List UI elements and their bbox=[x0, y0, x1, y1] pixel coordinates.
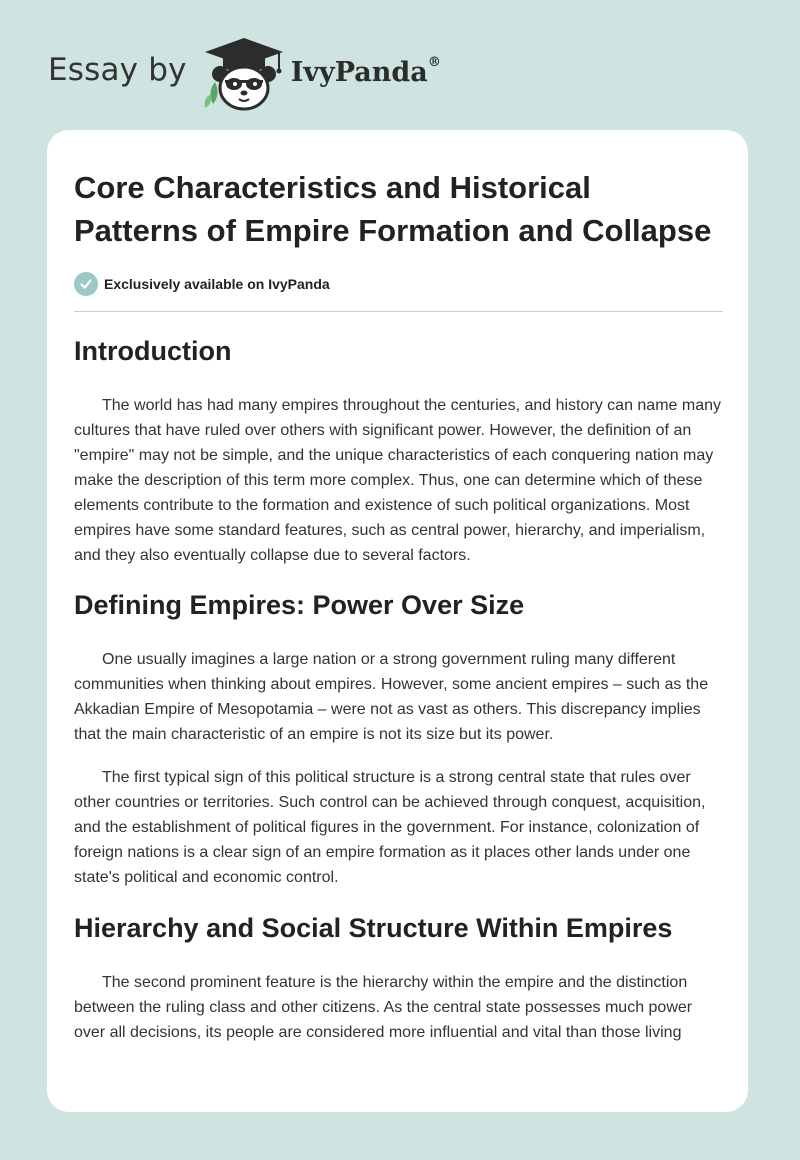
section-heading: Hierarchy and Social Structure Within Empires bbox=[74, 913, 673, 943]
section-heading: Defining Empires: Power Over Size bbox=[74, 590, 525, 620]
section-paragraph: One usually imagines a large nation or a strong government ruling many different communities when thinking about empires. However, some ancient empires – such as the Akkadian Empire of Mesopotamia – were not as vast as others. This discrepancy implies that the main characteristic of an empire is not its size but its power. bbox=[74, 651, 709, 743]
title-divider bbox=[74, 311, 723, 312]
exclusive-label: Exclusively available on IvyPanda bbox=[104, 276, 330, 292]
check-icon bbox=[74, 272, 98, 296]
essay-title: Core Characteristics and Historical Patterns of Empire Formation and Collapse bbox=[74, 170, 712, 248]
essay-by-label: Essay by bbox=[48, 52, 187, 88]
section-paragraph: The world has had many empires throughout the centuries, and history can name many cultures that have ruled over others with significant power. However, the definition of an "empire" may not be simple, and the unique characteristics of each conquering nation may make the description of this term more complex. Thus, one can determine which of these elements contribute to the formation and existence of such political organizations. Most empires have some standard features, such as central power, hierarchy, and imperialism, and they also eventually collapse due to several factors. bbox=[74, 397, 721, 564]
exclusive-badge bbox=[74, 271, 722, 297]
brand-name: IvyPanda® bbox=[290, 54, 441, 88]
registered-mark: ® bbox=[427, 54, 441, 70]
section-heading: Introduction bbox=[74, 336, 232, 366]
panda-logo-icon bbox=[199, 36, 289, 112]
essay-card bbox=[47, 130, 748, 1112]
section-paragraph: The second prominent feature is the hierarchy within the empire and the distinction between the ruling class and other citizens. As the central state possesses much power over all decisions, its people are considered more influential and vital than those living bbox=[74, 974, 693, 1041]
site-brand[interactable] bbox=[48, 34, 441, 114]
section-paragraph: The first typical sign of this political structure is a strong central state that rules over other countries or territories. Such control can be achieved through conquest, acquisition, and the establishment of political figures in the government. For instance, colonization of foreign nations is a clear sign of an empire formation as it places other lands under one state's political and economic control. bbox=[74, 769, 706, 886]
